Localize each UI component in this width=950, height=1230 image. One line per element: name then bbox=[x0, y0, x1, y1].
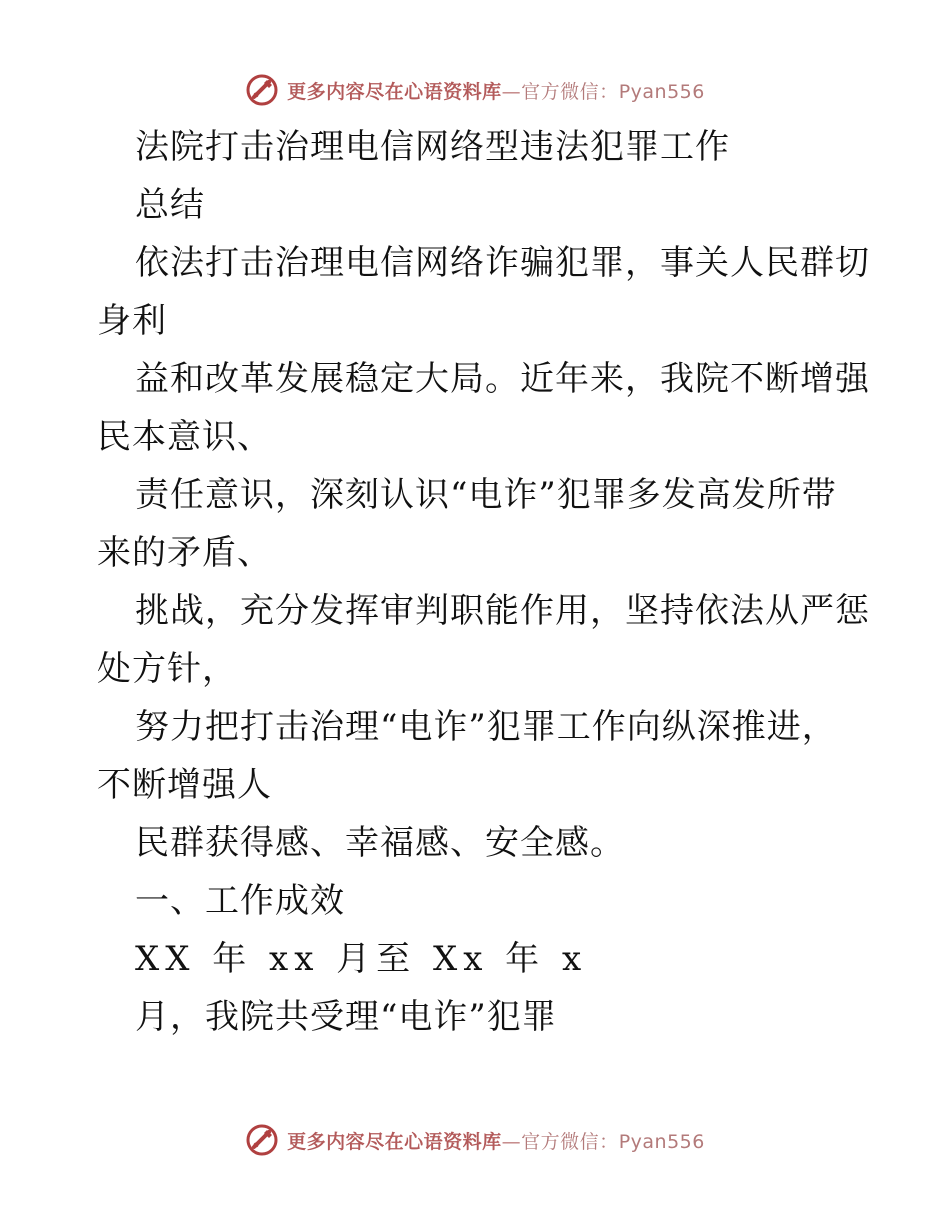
document-line: 不断增强人 bbox=[97, 765, 272, 805]
document-line: 身利 bbox=[97, 301, 167, 341]
watermark-wechat-label: 官方微信： bbox=[521, 80, 619, 103]
watermark-wechat-id: Pyan556 bbox=[618, 1130, 705, 1153]
document-body bbox=[97, 118, 870, 1046]
watermark-wechat-label: 官方微信： bbox=[521, 1130, 619, 1153]
brush-seal-logo-icon bbox=[245, 73, 279, 107]
document-line: 民本意识、 bbox=[97, 417, 272, 457]
document-line: 来的矛盾、 bbox=[97, 533, 272, 573]
brush-seal-logo-icon bbox=[245, 1123, 279, 1157]
document-line: 一、工作成效 bbox=[135, 881, 345, 921]
document-line: XX 年 xx 月至 Xx 年 x bbox=[135, 939, 588, 979]
document-line: 努力把打击治理“电诈”犯罪工作向纵深推进， bbox=[135, 707, 837, 747]
document-line: 处方针， bbox=[97, 649, 237, 689]
watermark-wechat-id: Pyan556 bbox=[618, 80, 705, 103]
document-line: 总结 bbox=[135, 185, 205, 225]
header-watermark bbox=[0, 70, 950, 110]
watermark-separator: — bbox=[501, 80, 522, 103]
document-line: 月，我院共受理“电诈”犯罪 bbox=[135, 997, 557, 1037]
watermark-site-text: 更多内容尽在心语资料库 bbox=[287, 1130, 502, 1153]
document-line: 益和改革发展稳定大局。近年来，我院不断增强 bbox=[135, 359, 870, 399]
document-line: 法院打击治理电信网络型违法犯罪工作 bbox=[135, 127, 730, 167]
footer-watermark bbox=[0, 1120, 950, 1160]
document-line: 民群获得感、幸福感、安全感。 bbox=[135, 823, 625, 863]
document-line: 挑战，充分发挥审判职能作用，坚持依法从严惩 bbox=[135, 591, 870, 631]
document-line: 责任意识，深刻认识“电诈”犯罪多发高发所带 bbox=[135, 475, 837, 515]
document-line: 依法打击治理电信网络诈骗犯罪，事关人民群切 bbox=[135, 243, 870, 283]
watermark-separator: — bbox=[501, 1130, 522, 1153]
watermark-site-text: 更多内容尽在心语资料库 bbox=[287, 80, 502, 103]
